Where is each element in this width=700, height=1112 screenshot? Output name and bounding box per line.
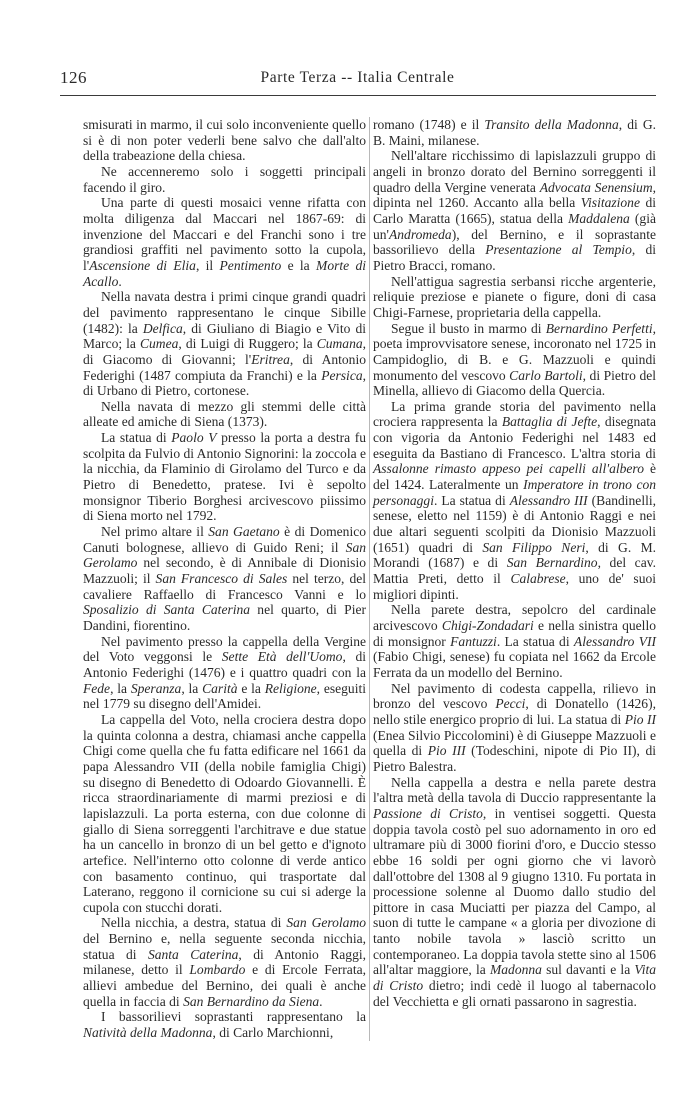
italic-title: San Gerolamo <box>286 915 366 931</box>
text-run: (Todeschini, nipote di Pio II), di Pietro Balestra. <box>373 743 656 774</box>
text-run: . <box>118 273 122 289</box>
italic-title: Vita di Cristo <box>373 962 656 994</box>
italic-title: Madonna <box>489 962 542 978</box>
text-run: , dipinta nel 1260. Accanto alla bella <box>373 179 656 211</box>
text-run: . <box>319 993 323 1009</box>
italic-title: Sette Età dell'Uomo <box>221 649 343 665</box>
italic-title: Visitazione <box>580 195 640 211</box>
running-title: Parte Terza -- Italia Centrale <box>260 69 455 86</box>
paragraph <box>373 321 656 399</box>
italic-title: San Gaetano <box>208 524 280 540</box>
text-run: Nella navata di mezzo gli stemmi delle città alleate ed amiche di Siena (1373). <box>83 398 366 430</box>
text-run: Nel primo altare il <box>101 524 209 540</box>
paragraph <box>83 915 366 1009</box>
italic-title: Sposalizio di Santa Caterina <box>83 602 251 618</box>
italic-title: Carlo Bartoli <box>509 367 583 383</box>
header-rule <box>60 95 656 96</box>
text-run: , di G. B. Maini, milanese. <box>373 117 656 148</box>
text-run: Nella navata destra i primi cinque grandi quadri del pavimento rappresentano le cinque Sibille (1482): la <box>83 289 366 336</box>
text-run: e nella sinistra quello di monsignor <box>373 618 656 649</box>
italic-title: Delfica <box>142 320 183 336</box>
text-run: nel quarto, di Pier Dandini, fiorentino. <box>83 602 366 633</box>
paragraph <box>83 524 366 634</box>
text-run: La prima grande storia del pavimento nella crociera rappresenta la <box>373 398 656 430</box>
page-number: 126 <box>60 68 87 87</box>
italic-title: Lombardo <box>189 962 246 978</box>
text-run: , di Antonio Federighi (1476) e i quattro quadri con la <box>83 649 366 680</box>
paragraph <box>373 775 656 1010</box>
italic-title: Cumea <box>140 336 179 352</box>
italic-title: Battaglia di Jefte <box>501 414 598 430</box>
italic-title: San Gerolamo <box>83 539 366 571</box>
italic-title: San Francesco di Sales <box>155 571 288 587</box>
text-run: Una parte di questi mosaici venne rifatta con molta diligenza dal Maccari nel 1867-69: di invenzione del Maccari e del Franchi sono i tre grandiosi graffiti nel pavimento sotto la cupola, l' <box>83 195 366 273</box>
text-run: , del cav. Mattia Preti, detto il <box>373 555 656 587</box>
right-column <box>373 117 656 1009</box>
text-run: Nella parete destra, sepolcro del cardinale arcivescovo <box>373 602 656 633</box>
left-column <box>83 117 366 1041</box>
paragraph <box>83 712 366 916</box>
italic-title: Persica <box>321 367 363 383</box>
italic-title: San Filippo Neri <box>482 539 586 555</box>
text-run: di Carlo Maratta (1665), statua della <box>373 195 656 226</box>
text-run: Ne accenneremo solo i soggetti principali facendo il giro. <box>83 163 366 195</box>
text-run: , di Carlo Marchionni, <box>212 1025 334 1041</box>
text-run: romano (1748) e il <box>373 117 485 132</box>
text-run: Nel pavimento di codesta cappella, rilievo in bronzo del vescovo <box>373 680 656 712</box>
italic-title: Assalonne rimasto appeso pei capelli all'albero <box>373 461 644 477</box>
text-run: I bassorilievi soprastanti rappresentano la <box>101 1009 366 1025</box>
italic-title: Imperatore in trono con personaggi <box>373 477 657 508</box>
italic-title: Bernardino Perfetti <box>545 320 653 336</box>
text-run: , di Antonio Federighi (1487 compiuta da Franchi) e la <box>83 351 366 383</box>
text-run: , in ventisei soggetti. Questa doppia tavola costò pel suo adornamento in oro ed ultramare più di 3000 fiorini d'oro, e Duccio stesso ebbe 16 soldi per ogni giorno che vi lavorò dall'ottobre del 1308 al 9 giugno 1310. Fu portata in processione solenne al Duomo dallo studio del pittore in casa Muciatti per piazza del Campo, al suon di tutte le campane « a gloria per divozione di tanto nobile tavola » lasciò scritto un contemporaneo. La doppia tavola stette sino al 1506 all'altar maggiore, la <box>373 805 656 978</box>
italic-title: Morte di Acallo <box>83 257 367 289</box>
italic-title: Cumana <box>316 336 363 352</box>
text-run: La statua di <box>101 430 172 446</box>
text-run: Nell'altare ricchissimo di lapislazzuli gruppo di angeli in bronzo dorato del Bernino sorreggenti il quadro della Vergine venerata <box>373 148 656 195</box>
italic-title: Alessandro III <box>509 492 588 508</box>
italic-title: Calabrese <box>510 571 566 587</box>
paragraph <box>83 117 366 164</box>
italic-title: Advocata Senensium <box>539 179 653 195</box>
paragraph <box>83 399 366 430</box>
italic-title: Religione <box>264 680 317 696</box>
text-run: Nella cappella a destra e nella parete destra l'altra metà della tavola di Duccio rappresentante la <box>373 774 656 806</box>
text-run: , la <box>110 680 131 696</box>
text-run: , di Giacomo di Giovanni; l' <box>83 336 367 367</box>
paragraph <box>373 602 656 680</box>
text-run: . La statua di <box>433 492 510 508</box>
text-run: , di Antonio Raggi, milanese, detto il <box>83 946 366 978</box>
italic-title: Carità <box>202 680 238 696</box>
italic-title: Paolo V <box>171 430 217 446</box>
paragraph <box>83 634 366 712</box>
paragraph <box>83 195 366 289</box>
text-run: (Bandinelli, senese, eletto nel 1159) è di Antonio Raggi e nei due altari seguenti scolpiti da Dionisio Mazzuoli (1651) quadri di <box>373 492 656 555</box>
text-run: , di Pietro Bracci, romano. <box>373 242 656 273</box>
text-run: , la <box>181 680 203 696</box>
text-run: e di Ercole Ferrata, allievi ambedue del Bernino, dei quali è anche quella in faccia di <box>83 962 366 1009</box>
italic-title: Natività della Madonna <box>83 1025 213 1041</box>
paragraph <box>373 399 656 603</box>
text-run: , di Urbano di Pietro, cortonese. <box>83 367 366 399</box>
text-run: , disegnata con vigoria da Antonio Federighi nel 1483 ed eseguita da Bastiano di Francesco. L'altra storia di <box>373 414 657 461</box>
text-run: , eseguiti nel 1779 su disegno dell'Amidei. <box>83 680 366 712</box>
italic-title: Pio III <box>427 743 466 759</box>
text-run: , di Giuliano di Biagio e Vito di Marco; la <box>83 320 366 352</box>
paragraph <box>373 681 656 775</box>
text-run: presso la porta a destra fu scolpita da Fulvio di Antonio Signorini: la zoccola e la nicchia, da Flaminio di Girolamo del Turco e da Pietro di Benedetto, pratese. Ivi è sepolto monsignor Tiberio Borghesi arcivescovo piissimo di Siena morto nel 1792. <box>83 430 366 524</box>
italic-title: Presentazione al Tempio <box>485 242 632 258</box>
text-run: Segue il busto in marmo di <box>391 320 546 336</box>
italic-title: Pentimento <box>219 257 282 273</box>
paragraph <box>373 274 656 321</box>
paragraph <box>373 148 656 273</box>
italic-title: Eritrea <box>251 351 290 367</box>
text-run: La cappella del Voto, nella crociera destra dopo la quinta colonna a destra, chiamasi anche cappella Chigi come quella che fu fatta edificare nel 1661 da papa Alessandro VII (della nobile famiglia Chigi) su disegno di Benedetto di Odoardo Giovannelli. È ricca straordinariamente di marmi preziosi e di lapislazzuli. La porta esterna, con due colonne di giallo di Siena sorreggenti l'architrave e due statue ha un cancello in bronzo di un bel getto e d'ignoto artefice. Nell'interno otto colonne di verde antico con basamento continuo, qui trasportate dal Laterano, reggono il cornicione su cui si aderge la cupola con stucchi dorati. <box>83 711 366 915</box>
text-run: è del 1424. Lateralmente un <box>373 461 656 493</box>
paragraph <box>83 1009 366 1040</box>
italic-title: Fede <box>83 680 111 696</box>
text-run: Nella nicchia, a destra, statua di <box>101 915 287 931</box>
text-run: del Bernino e, nella seguente seconda nicchia, statua di <box>83 931 366 962</box>
text-run: e la <box>237 680 265 696</box>
page-header <box>60 68 655 90</box>
text-run: Nell'attigua sagrestia serbansi ricche argenterie, reliquie preziose e pianete o figure, doni di casa Chigi-Farnese, proprietaria della cappella. <box>373 273 656 320</box>
text-run: Nel pavimento presso la cappella della Vergine del Voto veggonsi le <box>83 633 366 665</box>
text-run: nel secondo, è di Annibale di Dionisio Mazzuoli; il <box>83 555 366 587</box>
paragraph <box>373 117 656 148</box>
text-run: è di Domenico Canuti bolognese, allievo di Guido Reni; il <box>83 524 366 555</box>
italic-title: Speranza <box>130 680 182 696</box>
italic-title: Fantuzzi <box>450 633 497 649</box>
column-divider <box>369 117 370 1041</box>
text-run: nel terzo, del cavaliere Raffaello di Francesco Vanni e lo <box>83 571 366 602</box>
text-run: , di Luigi di Ruggero; la <box>178 336 317 352</box>
text-run: (già un' <box>373 210 656 242</box>
italic-title: Santa Caterina <box>147 946 239 962</box>
italic-title: San Bernardino da Siena <box>183 993 320 1009</box>
text-run: , uno de' suoi migliori dipinti. <box>373 571 656 602</box>
italic-title: Andromeda <box>389 226 452 242</box>
text-run: , di Pietro del Minella, allievo di Giacomo della Quercia. <box>373 367 656 399</box>
text-run: , il <box>195 257 220 273</box>
text-run: , di G. M. Morandi (1687) e di <box>373 539 657 571</box>
italic-title: Transito della Madonna <box>484 117 619 132</box>
italic-title: San Bernardino <box>506 555 598 571</box>
italic-title: Ascensione di Elia <box>89 257 196 273</box>
text-run: sul davanti e la <box>541 962 635 978</box>
paragraph <box>83 289 366 399</box>
text-run: dietro; indi cedè il luogo al tabernacolo del Vecchietta e gli ornati passarono in sagrestia. <box>373 978 656 1009</box>
italic-title: Pecci <box>495 696 526 712</box>
text-run: . La statua di <box>496 633 574 649</box>
italic-title: Maddalena <box>568 210 630 226</box>
text-run: , poeta improvvisatore senese, incoronato nel 1725 in Campidoglio, di B. e G. Mazzuoli e quindi monumento del vescovo <box>373 320 656 383</box>
italic-title: Chigi-Zondadari <box>441 618 534 633</box>
text-run: (Fabio Chigi, senese) fu copiata nel 1662 da Ercole Ferrata da un modello del Bernino. <box>373 649 656 680</box>
italic-title: Pio II <box>624 711 656 727</box>
text-run: (Enea Silvio Piccolomini) è di Giuseppe Mazzuoli e quella di <box>373 727 656 759</box>
text-run: ), del Bernino, e il soprastante bassorilievo della <box>373 226 656 258</box>
italic-title: Passione di Cristo <box>373 805 483 821</box>
text-run: smisurati in marmo, il cui solo inconveniente quello si è di non poter vederli bene salvo che dall'alto della trabeazione della chiesa. <box>83 117 366 164</box>
italic-title: Alessandro VII <box>573 633 656 649</box>
paragraph <box>83 430 366 524</box>
text-run: e la <box>281 257 317 273</box>
text-run: , di Donatello (1426), nello stile energico proprio di lui. La statua di <box>373 696 656 727</box>
paragraph <box>83 164 366 195</box>
